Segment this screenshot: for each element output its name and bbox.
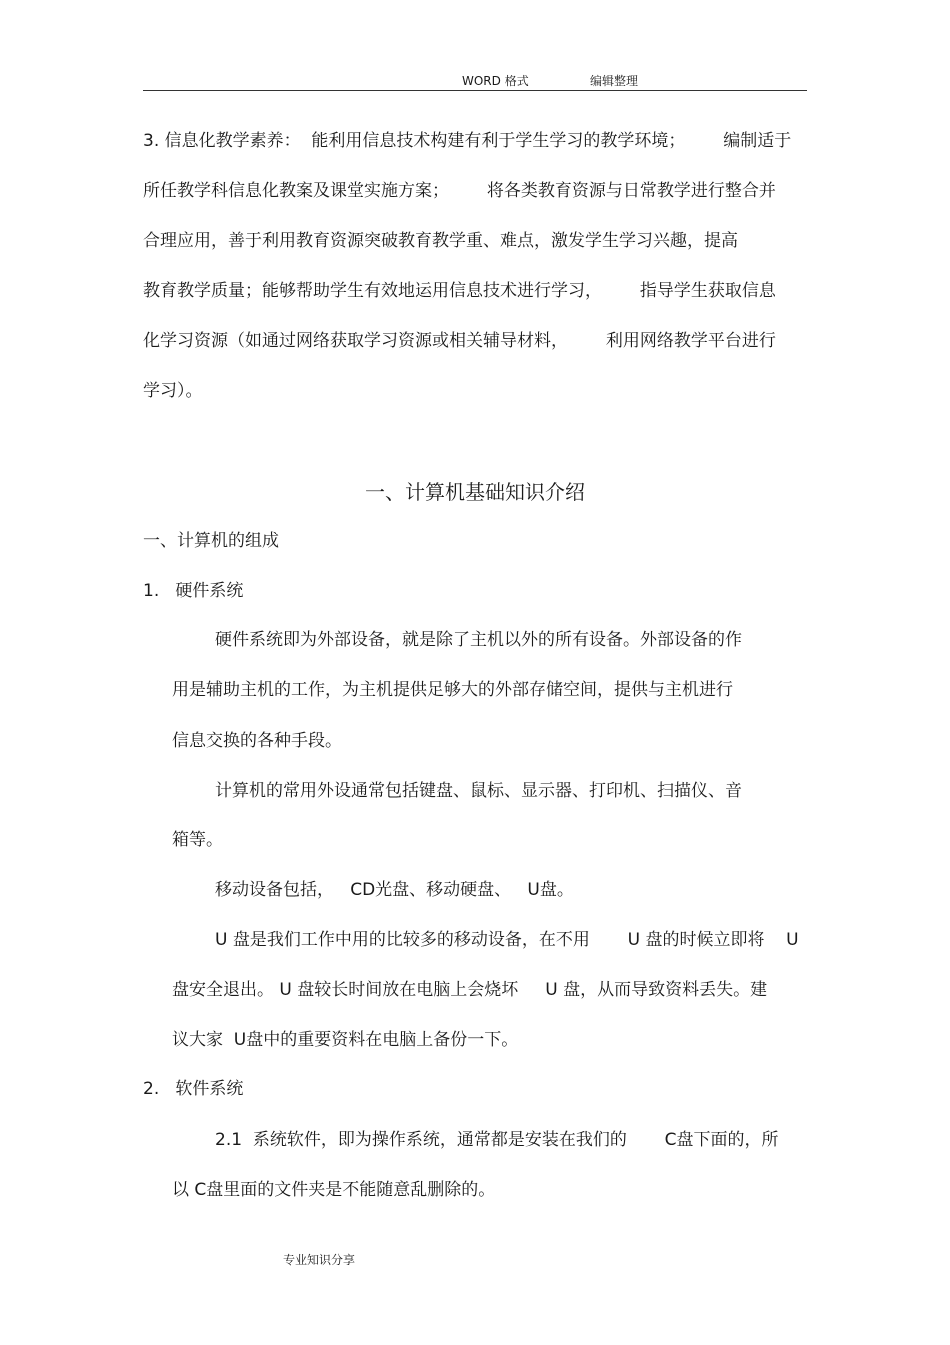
intro-line-1: 3. 信息化教学素养： 能利用信息技术构建有利于学生学习的教学环境； 编制适于 — [143, 131, 792, 151]
header-format-label: WORD 格式 — [462, 74, 529, 88]
item1-p1-line-3: 信息交换的各种手段。 — [172, 731, 342, 751]
intro-line-2: 所任教学科信息化教案及课堂实施方案； 将各类教育资源与日常教学进行整合并 — [143, 181, 776, 201]
page-footer: 专业知识分享 — [283, 1253, 356, 1267]
item1-p4-line-2: 盘安全退出。 U 盘较长时间放在电脑上会烧坏 U 盘，从而导致资料丢失。建 — [172, 980, 768, 1000]
item1-p3: 移动设备包括， CD光盘、移动硬盘、 U盘。 — [215, 880, 574, 900]
item2-p1-line-1: 2.1 系统软件，即为操作系统，通常都是安装在我们的 C盘下面的，所 — [215, 1130, 779, 1150]
intro-line-4: 教育教学质量；能够帮助学生有效地运用信息技术进行学习， 指导学生获取信息 — [143, 281, 776, 301]
header-edit-label: 编辑整理 — [590, 74, 639, 88]
item1-p4-line-3: 议大家 U盘中的重要资料在电脑上备份一下。 — [172, 1030, 519, 1050]
item1-p2-line-1: 计算机的常用外设通常包括键盘、鼠标、显示器、打印机、扫描仪、音 — [215, 781, 742, 801]
item2-p1-line-2: 以 C盘里面的文件夹是不能随意乱删除的。 — [172, 1180, 496, 1200]
intro-line-3: 合理应用，善于利用教育资源突破教育教学重、难点，激发学生学习兴趣，提高 — [143, 231, 738, 251]
item1-heading: 1. 硬件系统 — [143, 581, 244, 601]
item1-p1-line-1: 硬件系统即为外部设备，就是除了主机以外的所有设备。外部设备的作 — [215, 630, 742, 650]
page-header — [143, 68, 807, 91]
intro-line-5: 化学习资源（如通过网络获取学习资源或相关辅导材料， 利用网络教学平台进行 — [143, 331, 776, 351]
intro-line-6: 学习）。 — [143, 381, 203, 401]
item2-heading: 2. 软件系统 — [143, 1079, 244, 1099]
sub-heading: 一、计算机的组成 — [143, 531, 279, 551]
item1-p1-line-2: 用是辅助主机的工作，为主机提供足够大的外部存储空间，提供与主机进行 — [172, 680, 733, 700]
item1-p2-line-2: 箱等。 — [172, 830, 223, 850]
section-title: 一、计算机基础知识介绍 — [365, 480, 585, 504]
item1-p4-line-1: U 盘是我们工作中用的比较多的移动设备，在不用 U 盘的时候立即将 U — [215, 930, 799, 950]
